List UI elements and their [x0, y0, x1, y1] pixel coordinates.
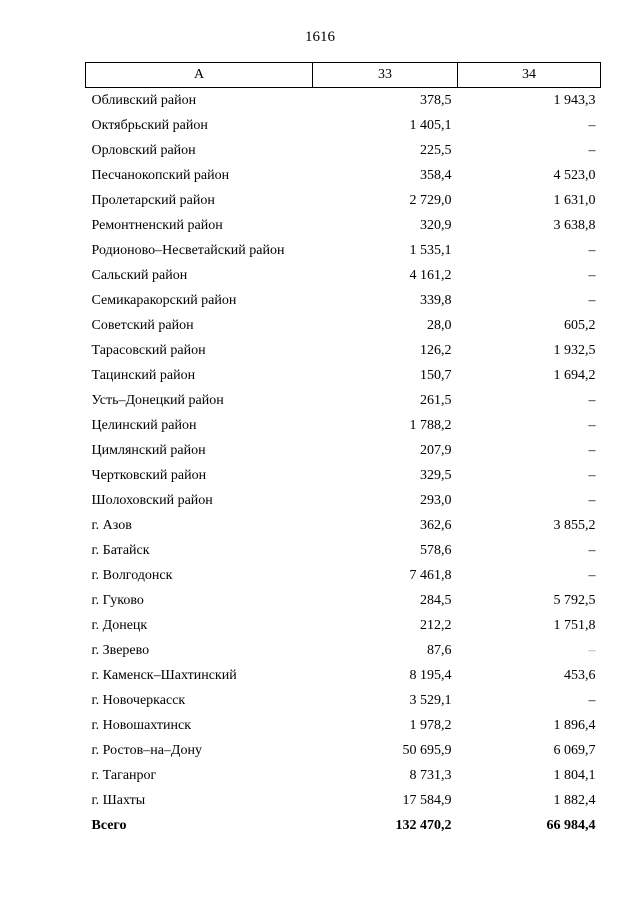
row-value-34-cell: –	[588, 243, 596, 258]
row-value-34-cell: –	[588, 268, 596, 283]
header-row	[86, 63, 601, 88]
table-row	[86, 388, 601, 413]
row-name-cell: Родионово–Несветайский район	[91, 243, 285, 258]
row-value-33-cell: 225,5	[420, 143, 452, 158]
total-value-34: 66 984,4	[546, 818, 596, 833]
table-row	[86, 788, 601, 813]
row-value-34-cell: 3 638,8	[553, 218, 596, 233]
table-row	[86, 363, 601, 388]
table-row	[86, 588, 601, 613]
table-row	[86, 538, 601, 563]
row-value-33-cell: 378,5	[420, 93, 452, 108]
row-value-33-cell: 358,4	[420, 168, 452, 183]
row-name-cell: г. Волгодонск	[91, 568, 173, 583]
table-row	[86, 563, 601, 588]
row-name-cell: Тацинский район	[91, 368, 196, 383]
table-row	[86, 488, 601, 513]
table-header	[86, 63, 601, 88]
row-name-cell: Целинский район	[91, 418, 197, 433]
table-row	[86, 613, 601, 638]
row-value-34-cell: 1 882,4	[553, 793, 596, 808]
row-value-33-cell: 3 529,1	[409, 693, 452, 708]
table-row	[86, 88, 601, 114]
table-row	[86, 688, 601, 713]
row-value-33-cell: 2 729,0	[409, 193, 452, 208]
row-name-cell: Песчанокопский район	[91, 168, 230, 183]
row-name-cell: Цимлянский район	[91, 443, 206, 458]
row-value-33-cell: 8 195,4	[409, 668, 452, 683]
row-value-34-cell: –	[588, 443, 596, 458]
row-name-cell: г. Шахты	[91, 793, 146, 808]
row-value-34-cell: 1 943,3	[553, 93, 596, 108]
row-value-34-cell: 1 751,8	[553, 618, 596, 633]
row-name-cell: Ремонтненский район	[91, 218, 223, 233]
row-value-34-cell: 3 855,2	[553, 518, 596, 533]
row-value-33-cell: 8 731,3	[409, 768, 452, 783]
row-value-34-cell: –	[588, 418, 596, 433]
row-name-cell: г. Азов	[91, 518, 132, 533]
row-value-34-cell: –	[588, 118, 596, 133]
row-value-34-cell: 1 896,4	[553, 718, 596, 733]
total-value-33: 132 470,2	[395, 818, 452, 833]
row-value-34-cell: –	[588, 293, 596, 308]
header-cell-34: 34	[458, 63, 601, 88]
row-name-cell: Усть–Донецкий район	[91, 393, 224, 408]
header-cell-a: A	[86, 63, 313, 88]
row-value-34-cell: 1 631,0	[553, 193, 596, 208]
row-name-cell: г. Гуково	[91, 593, 144, 608]
row-name-cell: г. Донецк	[91, 618, 148, 633]
row-value-33-cell: 126,2	[420, 343, 452, 358]
row-value-33-cell: 1 978,2	[409, 718, 452, 733]
row-value-34-cell: 4 523,0	[553, 168, 596, 183]
row-value-33-cell: 212,2	[420, 618, 452, 633]
row-value-33-cell: 28,0	[427, 318, 452, 333]
row-value-34-cell: –	[588, 693, 596, 708]
table-row	[86, 163, 601, 188]
row-name-cell: Сальский район	[91, 268, 188, 283]
row-name-cell: Чертковский район	[91, 468, 207, 483]
table-row	[86, 513, 601, 538]
row-value-34-cell: 453,6	[564, 668, 596, 683]
row-value-33-cell: 17 584,9	[402, 793, 452, 808]
table-row	[86, 638, 601, 663]
row-value-34-cell: –	[588, 643, 596, 658]
row-value-33-cell: 1 535,1	[409, 243, 452, 258]
row-name-cell: Шолоховский район	[91, 493, 213, 508]
data-table	[85, 62, 601, 838]
table-row	[86, 138, 601, 163]
row-value-34-cell: 1 804,1	[553, 768, 596, 783]
row-value-34-cell: –	[588, 143, 596, 158]
row-name-cell: г. Таганрог	[91, 768, 157, 783]
table-row	[86, 713, 601, 738]
row-name-cell: г. Каменск–Шахтинский	[91, 668, 237, 683]
row-value-33-cell: 150,7	[420, 368, 452, 383]
row-name-cell: г. Зверево	[91, 643, 150, 658]
row-value-34-cell: –	[588, 468, 596, 483]
total-row	[86, 813, 601, 838]
row-value-33-cell: 50 695,9	[402, 743, 452, 758]
row-value-33-cell: 1 788,2	[409, 418, 452, 433]
row-name-cell: Советский район	[91, 318, 194, 333]
row-value-33-cell: 339,8	[420, 293, 452, 308]
row-value-33-cell: 7 461,8	[409, 568, 452, 583]
row-name-cell: Тарасовский район	[91, 343, 206, 358]
table-row	[86, 438, 601, 463]
table-row	[86, 763, 601, 788]
row-value-33-cell: 261,5	[420, 393, 452, 408]
row-value-33-cell: 1 405,1	[409, 118, 452, 133]
table-row	[86, 213, 601, 238]
row-value-33-cell: 362,6	[420, 518, 452, 533]
row-value-33-cell: 4 161,2	[409, 268, 452, 283]
row-name-cell: г. Новочеркасск	[91, 693, 186, 708]
row-name-cell: Пролетарский район	[91, 193, 215, 208]
table-row	[86, 338, 601, 363]
row-name-cell: г. Новошахтинск	[91, 718, 192, 733]
table-row	[86, 313, 601, 338]
row-value-34-cell: 6 069,7	[553, 743, 596, 758]
table-row	[86, 238, 601, 263]
row-value-33-cell: 578,6	[420, 543, 452, 558]
row-value-34-cell: –	[588, 493, 596, 508]
table-row	[86, 463, 601, 488]
row-value-34-cell: 605,2	[564, 318, 596, 333]
row-value-33-cell: 329,5	[420, 468, 452, 483]
row-value-33-cell: 320,9	[420, 218, 452, 233]
row-value-33-cell: 293,0	[420, 493, 452, 508]
row-name-cell: Семикаракорский район	[91, 293, 237, 308]
row-name-cell: Орловский район	[91, 143, 196, 158]
table-row	[86, 738, 601, 763]
table-row	[86, 113, 601, 138]
table-body	[86, 88, 601, 839]
row-name-cell: Октябрьский район	[91, 118, 208, 133]
row-value-33-cell: 87,6	[427, 643, 452, 658]
table-row	[86, 288, 601, 313]
table-row	[86, 413, 601, 438]
table-row	[86, 263, 601, 288]
total-label: Всего	[91, 818, 127, 833]
page-number: 1616	[305, 29, 335, 45]
row-value-34-cell: –	[588, 393, 596, 408]
row-name-cell: г. Ростов–на–Дону	[91, 743, 202, 758]
row-name-cell: Обливский район	[91, 93, 197, 108]
table-row	[86, 663, 601, 688]
row-value-34-cell: 1 694,2	[553, 368, 596, 383]
row-name-cell: г. Батайск	[91, 543, 150, 558]
row-value-34-cell: –	[588, 568, 596, 583]
row-value-34-cell: 5 792,5	[553, 593, 596, 608]
row-value-34-cell: 1 932,5	[553, 343, 596, 358]
row-value-33-cell: 207,9	[420, 443, 452, 458]
row-value-33-cell: 284,5	[420, 593, 452, 608]
header-cell-33: 33	[313, 63, 458, 88]
table-row	[86, 188, 601, 213]
row-value-34-cell: –	[588, 543, 596, 558]
